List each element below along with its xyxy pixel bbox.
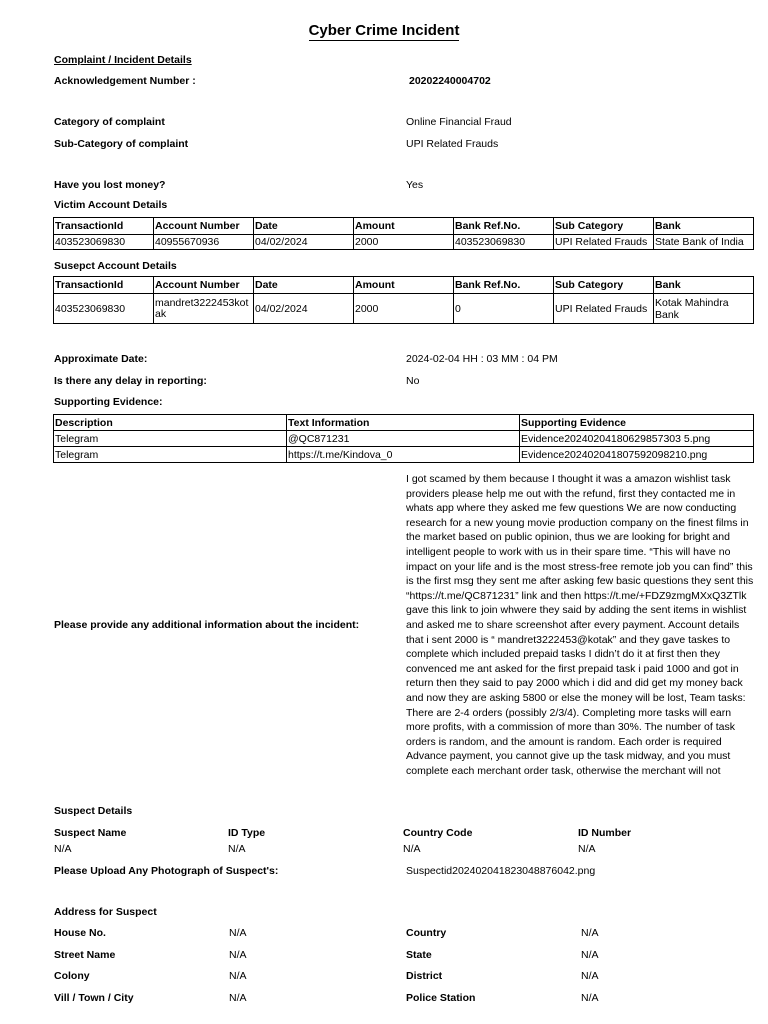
header-cell: Supporting Evidence bbox=[520, 415, 754, 431]
id-number-label: ID Number bbox=[578, 827, 632, 839]
photo-label: Please Upload Any Photograph of Suspect's: bbox=[54, 865, 279, 877]
header-cell: Account Number bbox=[154, 277, 254, 294]
header-cell: TransactionId bbox=[54, 218, 154, 235]
victim-account-table bbox=[53, 217, 754, 250]
header-cell: TransactionId bbox=[54, 277, 154, 294]
street-value: N/A bbox=[229, 949, 247, 961]
country-code-value: N/A bbox=[403, 843, 421, 855]
id-number-value: N/A bbox=[578, 843, 596, 855]
lost-money-value: Yes bbox=[406, 179, 424, 191]
table-cell: Telegram bbox=[54, 447, 287, 463]
delay-label: Is there any delay in reporting: bbox=[54, 375, 207, 387]
complaint-section-heading: Complaint / Incident Details bbox=[54, 54, 192, 66]
header-cell: Bank Ref.No. bbox=[454, 277, 554, 294]
header-cell: Account Number bbox=[154, 218, 254, 235]
table-cell: UPI Related Frauds bbox=[554, 235, 654, 250]
approx-date-label: Approximate Date: bbox=[54, 353, 148, 365]
table-cell: State Bank of India bbox=[654, 235, 754, 250]
photo-value: Suspectid202402041823048876042.png bbox=[406, 865, 596, 877]
table-row bbox=[54, 235, 754, 250]
header-cell: Text Information bbox=[287, 415, 520, 431]
victim-heading: Victim Account Details bbox=[54, 199, 168, 211]
table-cell: Telegram bbox=[54, 431, 287, 447]
id-type-value: N/A bbox=[228, 843, 246, 855]
table-cell: UPI Related Frauds bbox=[554, 294, 654, 324]
table-cell: 403523069830 bbox=[54, 235, 154, 250]
state-label: State bbox=[406, 949, 432, 961]
lost-money-label: Have you lost money? bbox=[54, 179, 166, 191]
additional-info-text: I got scamed by them because I thought it was a amazon wishlist task providers please help me out with the refund, first they contacted me in whats app where they asked me few questions We are now conducting research for a new young movie production company on the finest films in the market based on public opinion, thus we are looking for bright and intelligent people to work with us in their spare time. “This will have no impact on your life and is the most stress-free remote job you can find” this is the first msg they sent me after asking few basic questions they sent this “https://t.me/QC871231” link and then https://t.me/+FDZ9zmgMXxQ3ZTlk gave this link to join whwere they said by adding the sent items in wishlist and asked me to share screenshot after every payment. Account details that i sent 2000 is “ mandret3222453@kotak” and they gave taskes to complete which included prepaid tasks I didn’t do it at first then they convenced me ant asked for the first prepaid task i paid 1000 and got in return then they said to pay 2000 which i did and did get my money back and now they are asking 5800 or else the money will be lost, Team tasks: There are 2-4 orders (possibly 2/3/4). Completing more tasks will earn more profits, with a commission of more than 30%. The number of task orders is random, and the amount is random. Each order is required Advance payment, you cannot give up the task midway, and you must complete each merchant order task, otherwise the merchant will not bbox=[406, 473, 754, 777]
evidence-table bbox=[53, 414, 754, 463]
table-cell: 04/02/2024 bbox=[254, 294, 354, 324]
table-cell: 2000 bbox=[354, 294, 454, 324]
suspect-account-table bbox=[53, 276, 754, 324]
ack-value: 20202240004702 bbox=[409, 75, 491, 87]
header-cell: Date bbox=[254, 218, 354, 235]
ack-label: Acknowledgement Number : bbox=[54, 75, 196, 87]
header-cell: Description bbox=[54, 415, 287, 431]
suspect-name-label: Suspect Name bbox=[54, 827, 127, 839]
header-cell: Bank Ref.No. bbox=[454, 218, 554, 235]
header-cell: Date bbox=[254, 277, 354, 294]
table-cell: @QC871231 bbox=[287, 431, 520, 447]
table-row bbox=[54, 447, 754, 463]
additional-info-label: Please provide any additional information about the incident: bbox=[54, 619, 360, 631]
table-cell: 40955670936 bbox=[154, 235, 254, 250]
table-cell: https://t.me/Kindova_0 bbox=[287, 447, 520, 463]
category-label: Category of complaint bbox=[54, 116, 165, 128]
evidence-heading: Supporting Evidence: bbox=[54, 396, 163, 408]
police-station-value: N/A bbox=[581, 992, 599, 1004]
street-label: Street Name bbox=[54, 949, 116, 961]
district-label: District bbox=[406, 970, 443, 982]
delay-value: No bbox=[406, 375, 420, 387]
category-value: Online Financial Fraud bbox=[406, 116, 512, 128]
header-cell: Bank bbox=[654, 277, 754, 294]
table-cell: 2000 bbox=[354, 235, 454, 250]
country-value: N/A bbox=[581, 927, 599, 939]
state-value: N/A bbox=[581, 949, 599, 961]
table-cell: 403523069830 bbox=[54, 294, 154, 324]
district-value: N/A bbox=[581, 970, 599, 982]
header-cell: Amount bbox=[354, 277, 454, 294]
id-type-label: ID Type bbox=[228, 827, 266, 839]
table-cell: Kotak Mahindra Bank bbox=[654, 294, 754, 324]
table-header-row bbox=[54, 415, 754, 431]
table-cell: Evidence202402041807592098210.png bbox=[520, 447, 754, 463]
approx-date-value: 2024-02-04 HH : 03 MM : 04 PM bbox=[406, 353, 558, 365]
house-label: House No. bbox=[54, 927, 106, 939]
table-cell: 04/02/2024 bbox=[254, 235, 354, 250]
vill-label: Vill / Town / City bbox=[54, 992, 134, 1004]
country-code-label: Country Code bbox=[403, 827, 473, 839]
subcategory-value: UPI Related Frauds bbox=[406, 138, 499, 150]
country-label: Country bbox=[406, 927, 447, 939]
colony-label: Colony bbox=[54, 970, 90, 982]
subcategory-label: Sub-Category of complaint bbox=[54, 138, 189, 150]
page-title: Cyber Crime Incident bbox=[308, 22, 460, 39]
house-value: N/A bbox=[229, 927, 247, 939]
suspect-details-heading: Suspect Details bbox=[54, 805, 133, 817]
table-header-row bbox=[54, 277, 754, 294]
police-station-label: Police Station bbox=[406, 992, 476, 1004]
table-header-row bbox=[54, 218, 754, 235]
address-heading: Address for Suspect bbox=[54, 906, 157, 918]
header-cell: Sub Category bbox=[554, 277, 654, 294]
table-cell: 403523069830 bbox=[454, 235, 554, 250]
header-cell: Amount bbox=[354, 218, 454, 235]
suspect-account-heading: Susepct Account Details bbox=[54, 260, 177, 272]
colony-value: N/A bbox=[229, 970, 247, 982]
table-cell: 0 bbox=[454, 294, 554, 324]
header-cell: Bank bbox=[654, 218, 754, 235]
table-cell: mandret3222453kotak bbox=[154, 294, 254, 324]
suspect-name-value: N/A bbox=[54, 843, 72, 855]
table-cell: Evidence20240204180629857303 5.png bbox=[520, 431, 754, 447]
header-cell: Sub Category bbox=[554, 218, 654, 235]
table-row bbox=[54, 431, 754, 447]
vill-value: N/A bbox=[229, 992, 247, 1004]
table-row bbox=[54, 294, 754, 324]
